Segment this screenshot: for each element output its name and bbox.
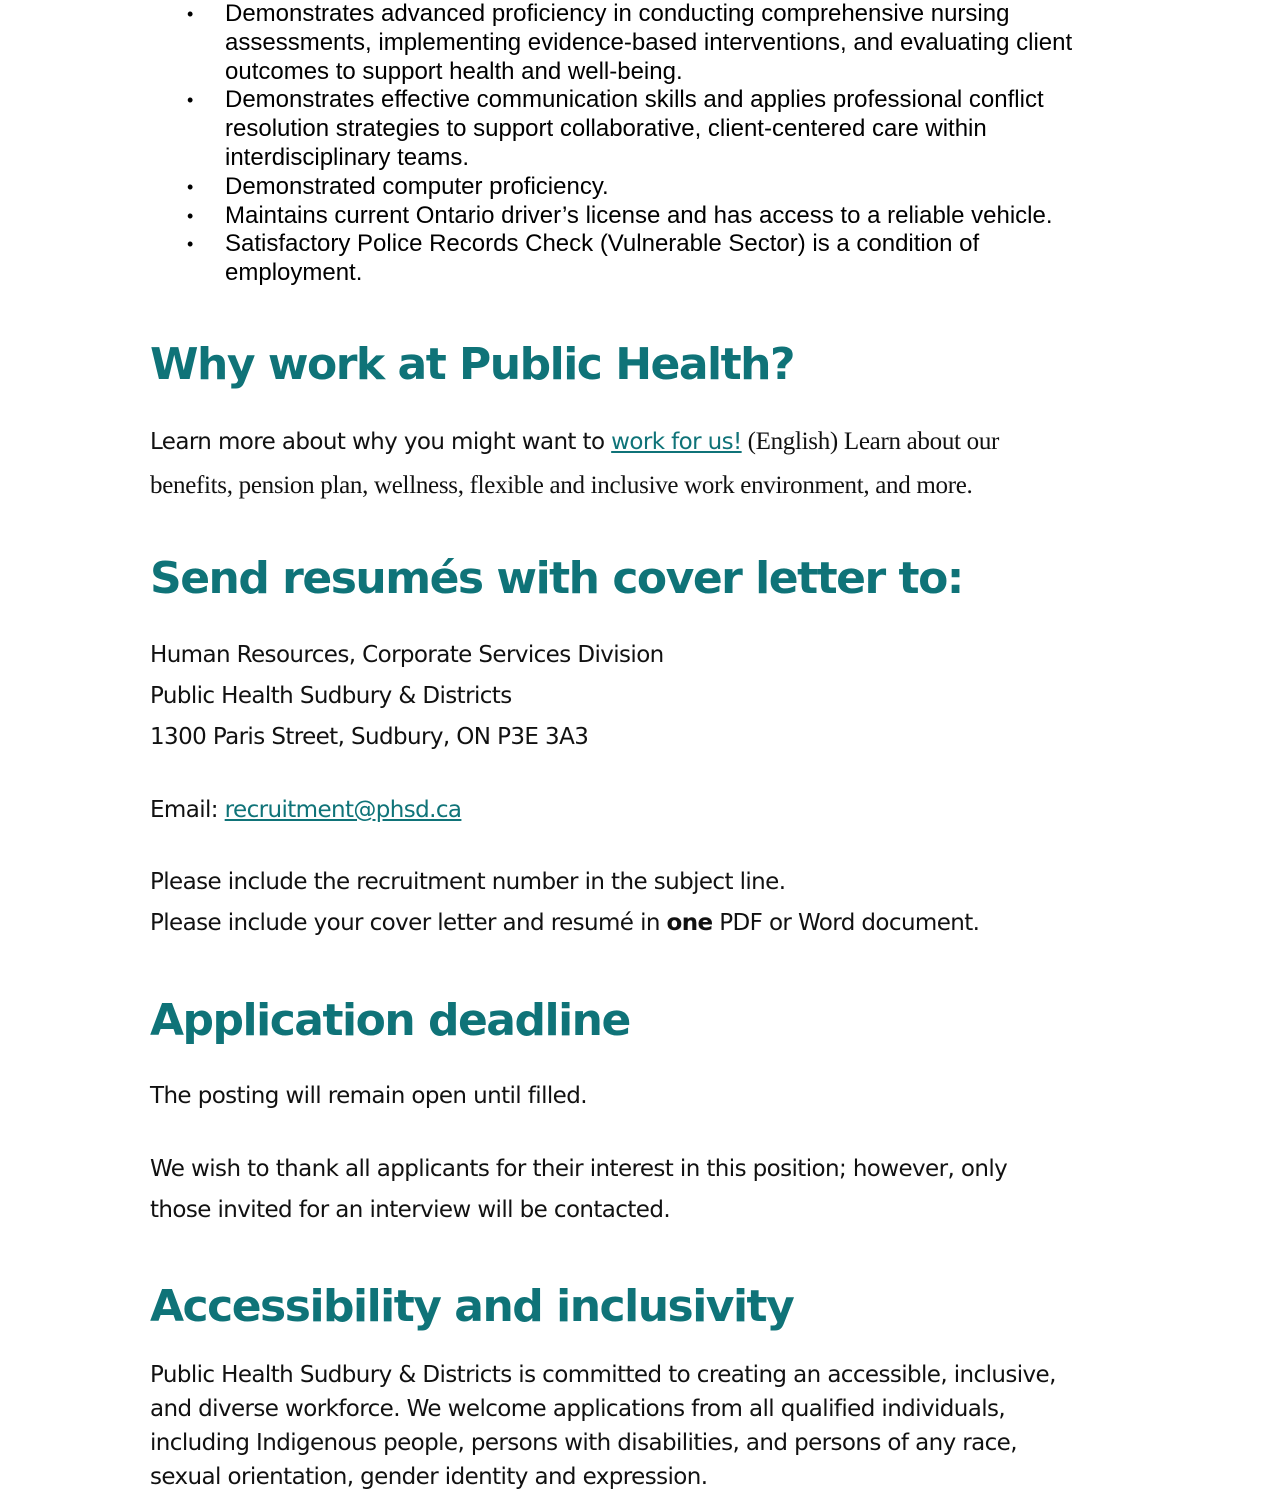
- why-work-text: Learn more about why you might want to: [150, 429, 612, 455]
- application-deadline-heading: Application deadline: [150, 995, 630, 1046]
- why-work-text-serif: (English) Learn about our: [741, 428, 1000, 455]
- instruction-bold: one: [666, 910, 713, 936]
- deadline-open-text: The posting will remain open until filled.: [150, 1083, 587, 1109]
- thank-applicants-line2: those invited for an interview will be contacted.: [150, 1197, 671, 1223]
- why-work-paragraph-line2: benefits, pension plan, wellness, flexible and inclusive work environment, and more.: [150, 472, 973, 499]
- email-link[interactable]: recruitment@phsd.ca: [224, 797, 462, 823]
- list-item-line: employment.: [225, 259, 363, 287]
- address-line-1: Human Resources, Corporate Services Division: [150, 642, 664, 668]
- address-line-3: 1300 Paris Street, Sudbury, ON P3E 3A3: [150, 724, 589, 750]
- list-item: [150, 173, 1130, 202]
- accessibility-line4: sexual orientation, gender identity and expression.: [150, 1464, 708, 1490]
- list-item-line: outcomes to support health and well-being.: [225, 57, 683, 85]
- qualifications-list: [150, 0, 1130, 288]
- list-item-line: resolution strategies to support collaborative, client-centered care within: [225, 115, 987, 143]
- list-item-line: Maintains current Ontario driver’s license and has access to a reliable vehicle.: [225, 201, 1053, 229]
- list-item-line: assessments, implementing evidence-based interventions, and evaluating client: [225, 28, 1073, 56]
- list-item-line: Satisfactory Police Records Check (Vulnerable Sector) is a condition of: [225, 230, 980, 258]
- instruction-text: Please include your cover letter and resumé in: [150, 910, 667, 936]
- list-item-line: interdisciplinary teams.: [225, 143, 470, 171]
- accessibility-heading: Accessibility and inclusivity: [150, 1281, 794, 1332]
- list-item: [150, 202, 1130, 231]
- list-item: [150, 0, 1130, 86]
- email-line: [150, 797, 461, 823]
- work-for-us-link[interactable]: work for us!: [611, 429, 742, 455]
- list-item-line: Demonstrated computer proficiency.: [225, 172, 609, 200]
- address-line-2: Public Health Sudbury & Districts: [150, 683, 512, 709]
- accessibility-line2: and diverse workforce. We welcome applications from all qualified individuals,: [150, 1396, 1006, 1422]
- why-work-paragraph-line1: [150, 428, 999, 456]
- send-resumes-heading: Send resumés with cover letter to:: [150, 553, 963, 604]
- list-item: [150, 230, 1130, 288]
- list-item: [150, 86, 1130, 172]
- instruction-one-document: [150, 910, 979, 936]
- bullet-icon: •: [187, 234, 194, 255]
- list-item-line: Demonstrates advanced proficiency in conducting comprehensive nursing: [225, 0, 1010, 27]
- accessibility-line1: Public Health Sudbury & Districts is committed to creating an accessible, inclusive,: [150, 1362, 1056, 1388]
- instruction-subject-line: Please include the recruitment number in the subject line.: [150, 869, 786, 895]
- thank-applicants-line1: We wish to thank all applicants for their interest in this position; however, only: [150, 1156, 1008, 1182]
- instruction-text: PDF or Word document.: [712, 910, 980, 936]
- bullet-icon: •: [187, 4, 194, 24]
- accessibility-line3: including Indigenous people, persons with disabilities, and persons of any race,: [150, 1430, 1017, 1456]
- bullet-icon: •: [187, 205, 194, 226]
- bullet-icon: •: [187, 176, 194, 197]
- bullet-icon: •: [187, 90, 194, 111]
- list-item-line: Demonstrates effective communication skills and applies professional conflict: [225, 86, 1044, 114]
- why-work-heading: Why work at Public Health?: [150, 339, 795, 390]
- email-label: Email:: [150, 797, 225, 823]
